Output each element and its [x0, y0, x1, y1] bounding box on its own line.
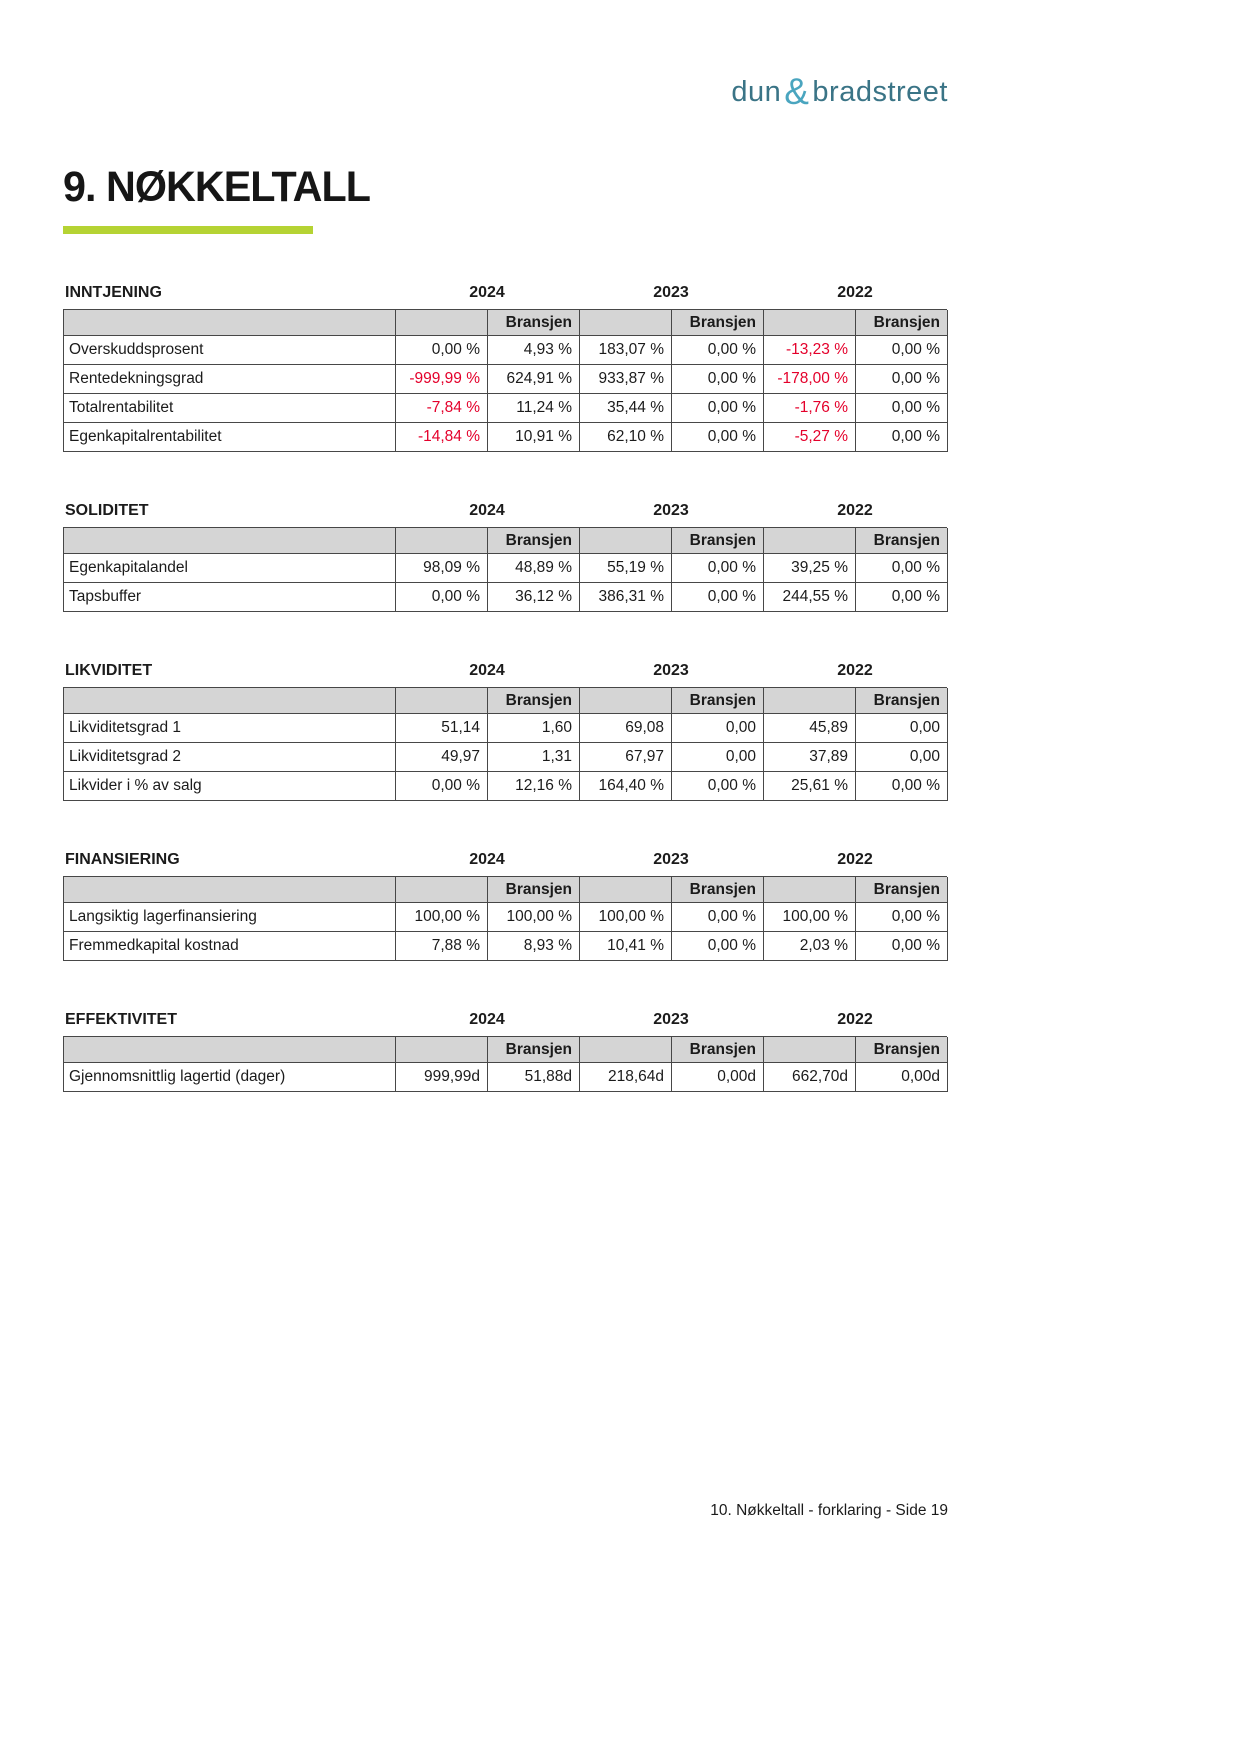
- value-cell: 7,88 %: [396, 932, 488, 961]
- page-footer: 10. Nøkkeltall - forklaring - Side 19: [710, 1502, 948, 1519]
- table-row: [64, 743, 947, 772]
- value-cell: 0,00 %: [396, 772, 488, 801]
- row-label: Egenkapitalrentabilitet: [64, 423, 396, 452]
- header-empty-cell: [64, 877, 396, 903]
- section-caption: [63, 1011, 947, 1029]
- table-row: [64, 1063, 947, 1092]
- bransjen-header: Bransjen: [672, 310, 764, 336]
- value-cell: -14,84 %: [396, 423, 488, 452]
- section-title: LIKVIDITET: [65, 662, 153, 679]
- table-header-row: [64, 1037, 947, 1063]
- value-cell: 55,19 %: [580, 554, 672, 583]
- table-row: [64, 714, 947, 743]
- value-cell: 0,00 %: [856, 554, 948, 583]
- header-empty-cell: [580, 310, 672, 336]
- table-header-row: [64, 310, 947, 336]
- kpi-table: [63, 687, 947, 801]
- value-cell: 0,00: [672, 743, 764, 772]
- section-inntjening: [63, 284, 947, 452]
- table-row: [64, 336, 947, 365]
- row-label: Egenkapitalandel: [64, 554, 396, 583]
- row-label: Overskuddsprosent: [64, 336, 396, 365]
- year-label: 2023: [653, 662, 689, 679]
- header-empty-cell: [764, 528, 856, 554]
- logo-text-bradstreet: bradstreet: [812, 76, 948, 108]
- value-cell: 0,00 %: [672, 336, 764, 365]
- value-cell: 183,07 %: [580, 336, 672, 365]
- value-cell: 98,09 %: [396, 554, 488, 583]
- table-row: [64, 772, 947, 801]
- bransjen-header: Bransjen: [488, 528, 580, 554]
- section-title: EFFEKTIVITET: [65, 1011, 177, 1028]
- value-cell: 244,55 %: [764, 583, 856, 612]
- value-cell: 25,61 %: [764, 772, 856, 801]
- kpi-table: [63, 1036, 947, 1092]
- table-header-row: [64, 688, 947, 714]
- value-cell: 37,89: [764, 743, 856, 772]
- section-caption: [63, 662, 947, 680]
- kpi-table: [63, 309, 947, 452]
- value-cell: 10,91 %: [488, 423, 580, 452]
- title-accent-bar: [63, 226, 313, 234]
- header-empty-cell: [764, 1037, 856, 1063]
- value-cell: -13,23 %: [764, 336, 856, 365]
- header-empty-cell: [396, 877, 488, 903]
- year-label: 2022: [837, 1011, 873, 1028]
- bransjen-header: Bransjen: [672, 1037, 764, 1063]
- value-cell: 67,97: [580, 743, 672, 772]
- year-label: 2023: [653, 1011, 689, 1028]
- year-label: 2024: [469, 502, 505, 519]
- value-cell: 0,00 %: [856, 903, 948, 932]
- bransjen-header: Bransjen: [488, 310, 580, 336]
- value-cell: 164,40 %: [580, 772, 672, 801]
- value-cell: 662,70d: [764, 1063, 856, 1092]
- dnb-ampersand-icon: &: [784, 71, 810, 112]
- value-cell: 51,14: [396, 714, 488, 743]
- header-empty-cell: [580, 688, 672, 714]
- value-cell: 0,00 %: [672, 583, 764, 612]
- value-cell: 0,00 %: [672, 394, 764, 423]
- table-header-row: [64, 528, 947, 554]
- value-cell: 0,00 %: [672, 772, 764, 801]
- value-cell: 0,00d: [672, 1063, 764, 1092]
- row-label: Likviditetsgrad 1: [64, 714, 396, 743]
- table-row: [64, 423, 947, 452]
- table-header-row: [64, 877, 947, 903]
- bransjen-header: Bransjen: [672, 877, 764, 903]
- value-cell: 11,24 %: [488, 394, 580, 423]
- year-label: 2022: [837, 662, 873, 679]
- value-cell: 0,00 %: [672, 423, 764, 452]
- value-cell: 218,64d: [580, 1063, 672, 1092]
- value-cell: 0,00 %: [856, 772, 948, 801]
- bransjen-header: Bransjen: [856, 877, 948, 903]
- value-cell: 4,93 %: [488, 336, 580, 365]
- value-cell: 35,44 %: [580, 394, 672, 423]
- bransjen-header: Bransjen: [856, 688, 948, 714]
- header-empty-cell: [64, 528, 396, 554]
- page-title: 9. NØKKELTALL: [63, 163, 371, 211]
- value-cell: 69,08: [580, 714, 672, 743]
- header-empty-cell: [396, 528, 488, 554]
- value-cell: 0,00 %: [396, 336, 488, 365]
- header-empty-cell: [396, 310, 488, 336]
- header-empty-cell: [64, 1037, 396, 1063]
- value-cell: -178,00 %: [764, 365, 856, 394]
- header-empty-cell: [64, 688, 396, 714]
- bransjen-header: Bransjen: [856, 310, 948, 336]
- table-row: [64, 583, 947, 612]
- header-empty-cell: [64, 310, 396, 336]
- year-label: 2023: [653, 284, 689, 301]
- header-empty-cell: [580, 877, 672, 903]
- row-label: Tapsbuffer: [64, 583, 396, 612]
- logo-text-dun: dun: [731, 76, 782, 108]
- table-row: [64, 932, 947, 961]
- table-row: [64, 365, 947, 394]
- year-label: 2022: [837, 502, 873, 519]
- section-likviditet: [63, 662, 947, 801]
- bransjen-header: Bransjen: [856, 528, 948, 554]
- year-label: 2022: [837, 851, 873, 868]
- header-empty-cell: [396, 688, 488, 714]
- table-row: [64, 394, 947, 423]
- value-cell: 100,00 %: [764, 903, 856, 932]
- value-cell: 0,00 %: [856, 932, 948, 961]
- value-cell: 49,97: [396, 743, 488, 772]
- value-cell: 0,00d: [856, 1063, 948, 1092]
- year-label: 2023: [653, 502, 689, 519]
- bransjen-header: Bransjen: [488, 877, 580, 903]
- value-cell: 0,00 %: [672, 932, 764, 961]
- row-label: Langsiktig lagerfinansiering: [64, 903, 396, 932]
- section-finansiering: [63, 851, 947, 961]
- header-empty-cell: [764, 688, 856, 714]
- value-cell: 624,91 %: [488, 365, 580, 394]
- value-cell: 0,00: [672, 714, 764, 743]
- header-empty-cell: [764, 310, 856, 336]
- year-label: 2024: [469, 662, 505, 679]
- value-cell: -7,84 %: [396, 394, 488, 423]
- section-title: INNTJENING: [65, 284, 162, 301]
- value-cell: 0,00 %: [672, 554, 764, 583]
- year-label: 2024: [469, 284, 505, 301]
- row-label: Likviditetsgrad 2: [64, 743, 396, 772]
- row-label: Likvider i % av salg: [64, 772, 396, 801]
- value-cell: 12,16 %: [488, 772, 580, 801]
- kpi-table: [63, 527, 947, 612]
- value-cell: 1,31: [488, 743, 580, 772]
- value-cell: -5,27 %: [764, 423, 856, 452]
- value-cell: 0,00: [856, 743, 948, 772]
- header-empty-cell: [764, 877, 856, 903]
- bransjen-header: Bransjen: [856, 1037, 948, 1063]
- value-cell: 10,41 %: [580, 932, 672, 961]
- row-label: Gjennomsnittlig lagertid (dager): [64, 1063, 396, 1092]
- header-empty-cell: [396, 1037, 488, 1063]
- bransjen-header: Bransjen: [488, 688, 580, 714]
- row-label: Rentedekningsgrad: [64, 365, 396, 394]
- kpi-table: [63, 876, 947, 961]
- year-label: 2024: [469, 851, 505, 868]
- value-cell: 36,12 %: [488, 583, 580, 612]
- section-title: FINANSIERING: [65, 851, 180, 868]
- section-caption: [63, 851, 947, 869]
- value-cell: 51,88d: [488, 1063, 580, 1092]
- header-empty-cell: [580, 1037, 672, 1063]
- value-cell: 39,25 %: [764, 554, 856, 583]
- header-empty-cell: [580, 528, 672, 554]
- value-cell: 0,00 %: [856, 394, 948, 423]
- value-cell: -999,99 %: [396, 365, 488, 394]
- year-label: 2024: [469, 1011, 505, 1028]
- value-cell: 386,31 %: [580, 583, 672, 612]
- table-row: [64, 554, 947, 583]
- value-cell: 0,00 %: [672, 365, 764, 394]
- table-row: [64, 903, 947, 932]
- section-title: SOLIDITET: [65, 502, 149, 519]
- value-cell: 62,10 %: [580, 423, 672, 452]
- value-cell: 0,00: [856, 714, 948, 743]
- value-cell: 0,00 %: [856, 583, 948, 612]
- value-cell: 0,00 %: [396, 583, 488, 612]
- value-cell: 45,89: [764, 714, 856, 743]
- year-label: 2023: [653, 851, 689, 868]
- value-cell: 100,00 %: [396, 903, 488, 932]
- value-cell: 8,93 %: [488, 932, 580, 961]
- section-soliditet: [63, 502, 947, 612]
- value-cell: 2,03 %: [764, 932, 856, 961]
- value-cell: 999,99d: [396, 1063, 488, 1092]
- year-label: 2022: [837, 284, 873, 301]
- value-cell: 48,89 %: [488, 554, 580, 583]
- bransjen-header: Bransjen: [672, 688, 764, 714]
- value-cell: 0,00 %: [856, 336, 948, 365]
- section-caption: [63, 502, 947, 520]
- section-caption: [63, 284, 947, 302]
- value-cell: 0,00 %: [856, 423, 948, 452]
- section-effektivitet: [63, 1011, 947, 1092]
- row-label: Totalrentabilitet: [64, 394, 396, 423]
- value-cell: 0,00 %: [856, 365, 948, 394]
- bransjen-header: Bransjen: [672, 528, 764, 554]
- page-content: [63, 0, 947, 1092]
- bransjen-header: Bransjen: [488, 1037, 580, 1063]
- value-cell: 0,00 %: [672, 903, 764, 932]
- row-label: Fremmedkapital kostnad: [64, 932, 396, 961]
- value-cell: -1,76 %: [764, 394, 856, 423]
- value-cell: 100,00 %: [580, 903, 672, 932]
- value-cell: 100,00 %: [488, 903, 580, 932]
- value-cell: 1,60: [488, 714, 580, 743]
- value-cell: 933,87 %: [580, 365, 672, 394]
